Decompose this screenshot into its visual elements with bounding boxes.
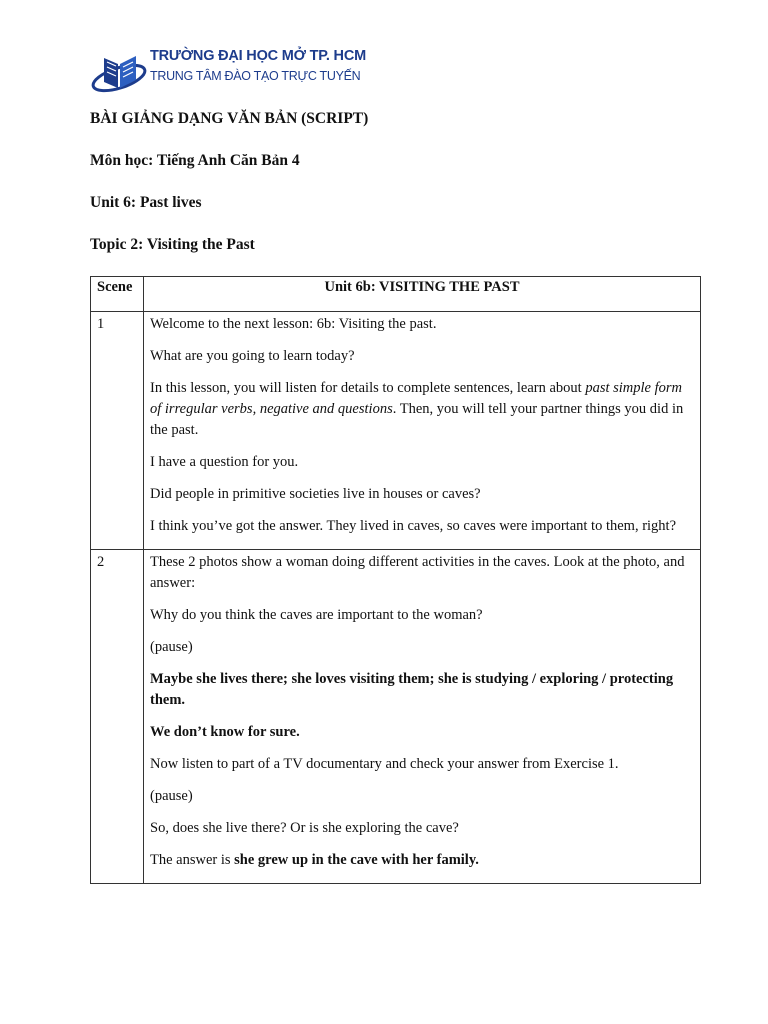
script-italic-text: past simple form of irregular verbs, negative and questions xyxy=(150,380,682,417)
scene-column-header: Scene xyxy=(91,277,144,312)
logo-center-name: TRUNG TÂM ĐÀO TẠO TRỰC TUYẾN xyxy=(150,69,361,83)
script-bold-text: Maybe she lives there; she loves visiting them; she is studying / exploring / protecting them. xyxy=(150,671,674,708)
document-title: BÀI GIẢNG DẠNG VĂN BẢN (SCRIPT) xyxy=(90,110,369,127)
script-paragraph: So, does she live there? Or is she exploring the cave? xyxy=(150,820,459,836)
script-paragraph xyxy=(150,378,694,441)
university-logo xyxy=(90,44,366,98)
scene-content xyxy=(144,312,701,550)
script-paragraph: Why do you think the caves are important to the woman? xyxy=(150,607,483,623)
script-paragraph xyxy=(150,722,694,743)
script-table xyxy=(90,276,701,884)
script-paragraph: Welcome to the next lesson: 6b: Visiting the past. xyxy=(150,316,437,332)
script-paragraph: (pause) xyxy=(150,788,193,804)
script-paragraph: These 2 photos show a woman doing different activities in the caves. Look at the photo, and answer: xyxy=(150,554,685,591)
table-row xyxy=(91,312,701,550)
script-paragraph: Did people in primitive societies live in houses or caves? xyxy=(150,486,481,502)
open-book-icon xyxy=(90,48,148,94)
script-bold-text: We don’t know for sure. xyxy=(150,724,300,740)
subject-line: Môn học: Tiếng Anh Căn Bản 4 xyxy=(90,152,300,169)
unit-column-header: Unit 6b: VISITING THE PAST xyxy=(144,277,701,312)
scene-number: 1 xyxy=(91,312,144,550)
table-row xyxy=(91,550,701,884)
script-paragraph: Now listen to part of a TV documentary and check your answer from Exercise 1. xyxy=(150,756,619,772)
script-paragraph: I have a question for you. xyxy=(150,454,299,470)
script-text: The answer is xyxy=(150,852,235,868)
scene-number: 2 xyxy=(91,550,144,884)
logo-university-name: TRƯỜNG ĐẠI HỌC MỞ TP. HCM xyxy=(150,48,366,64)
script-text: In this lesson, you will listen for details to complete sentences, learn about xyxy=(150,380,586,396)
topic-line: Topic 2: Visiting the Past xyxy=(90,236,255,253)
scene-content xyxy=(144,550,701,884)
script-paragraph xyxy=(150,669,694,711)
table-header-row xyxy=(91,277,701,312)
script-paragraph xyxy=(150,850,694,871)
script-paragraph: (pause) xyxy=(150,639,193,655)
script-text: . Then, you will tell your partner things you did in the past. xyxy=(150,401,684,438)
unit-line: Unit 6: Past lives xyxy=(90,194,202,211)
script-paragraph: What are you going to learn today? xyxy=(150,348,355,364)
script-bold-text: she grew up in the cave with her family. xyxy=(234,852,479,868)
script-paragraph: I think you’ve got the answer. They lived in caves, so caves were important to them, right? xyxy=(150,518,677,534)
